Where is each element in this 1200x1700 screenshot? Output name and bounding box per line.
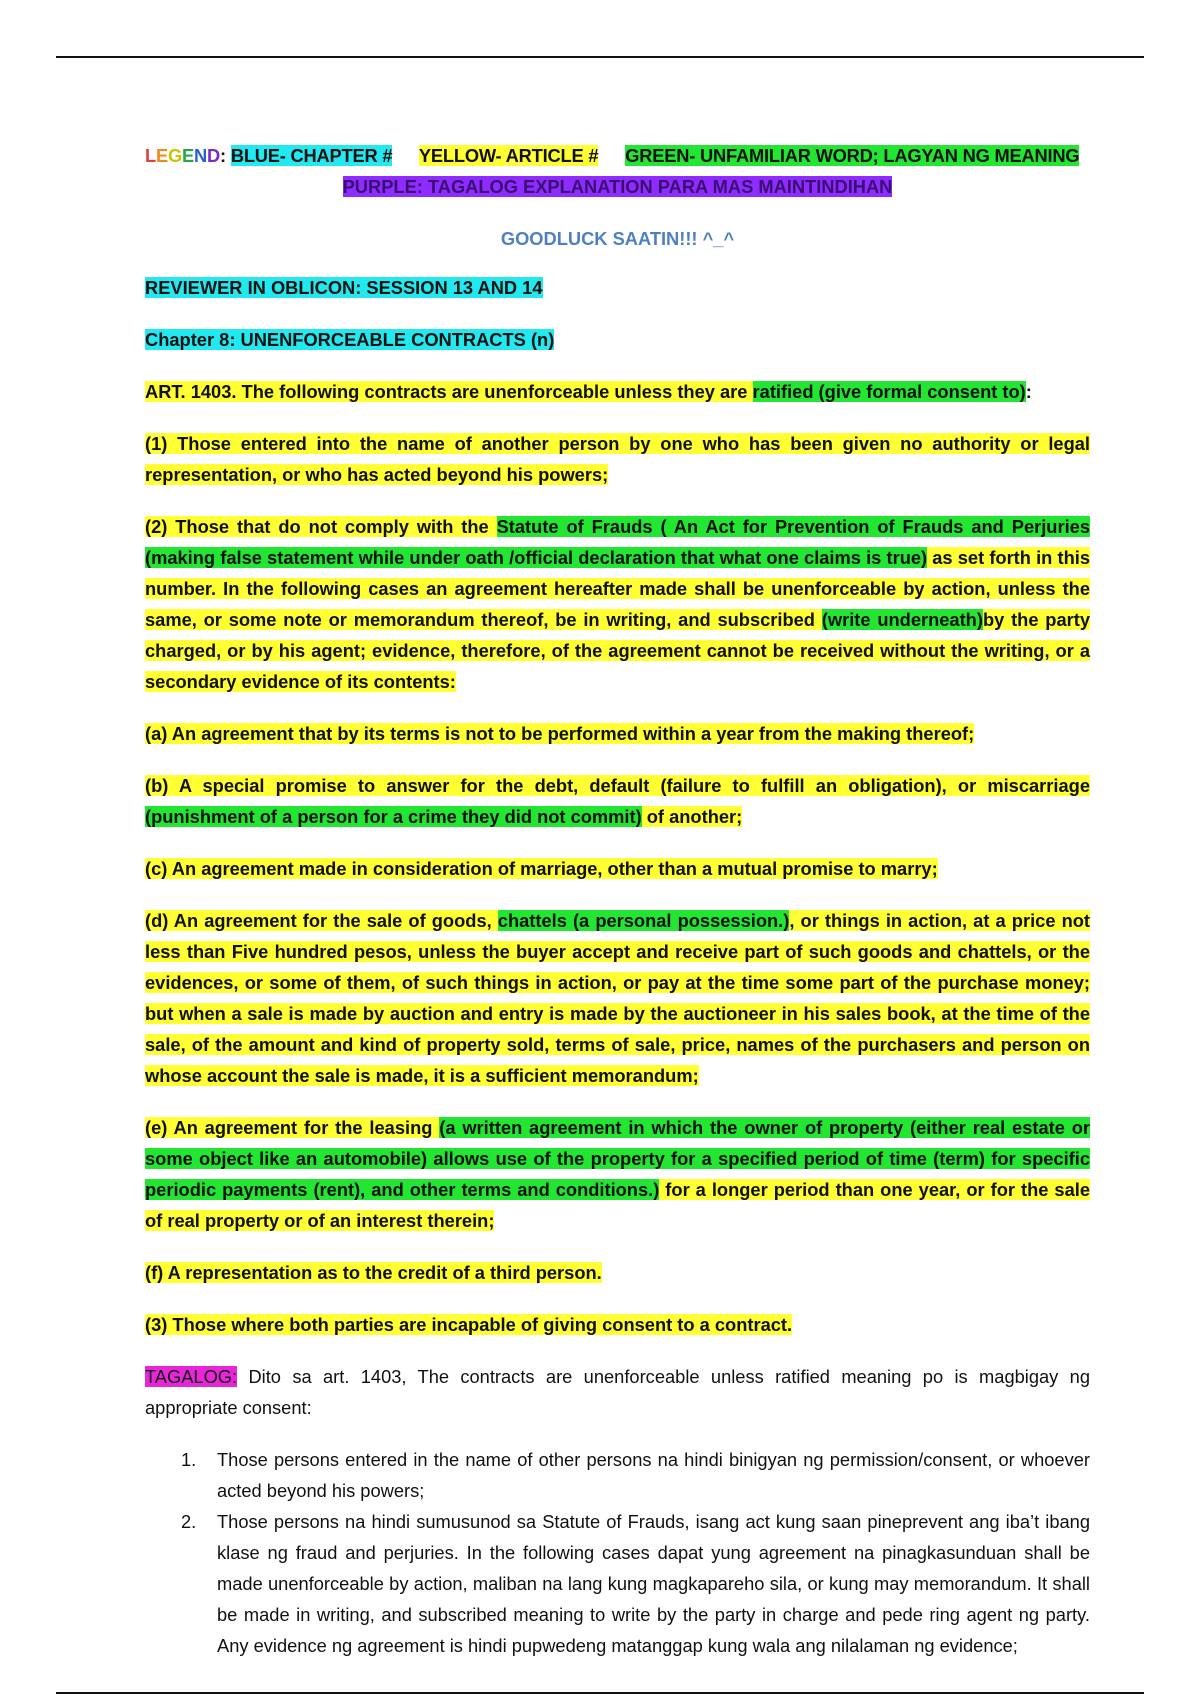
top-rule [56,56,1144,58]
chapter-title: Chapter 8: UNENFORCEABLE CONTRACTS (n) [145,329,555,350]
bottom-rule [56,1692,1144,1694]
art-text: by the party charged, or by his agent; evidence, therefore, of the agreement cannot be received without the writing, or a secondary evidence of its contents: [145,609,1090,692]
art1403-item3 [145,1309,1090,1340]
legend-letter: E [155,145,168,166]
art-text: (2) Those that do not comply with the [145,516,497,537]
list-number: 1. [181,1449,197,1470]
tagalog-text: Dito sa art. 1403, The contracts are unenforceable unless ratified meaning po is magbigay ng appropriate consent: [145,1366,1090,1418]
document-page [145,140,1090,1661]
legend-line [145,140,1090,171]
art1403-intro [145,376,1090,407]
legend-purple: PURPLE: TAGALOG EXPLANATION PARA MAS MAINTINDIHAN [342,176,893,197]
legend-blue: BLUE- CHAPTER # [230,145,393,166]
art-definition: (punishment of a person for a crime they did not commit) [145,806,642,827]
legend-colon: : [220,145,226,166]
art-text: (c) An agreement made in consideration of marriage, other than a mutual promise to marry; [145,858,938,879]
art-text: for a longer period than one year, or for the sale of real property or of an interest therein; [145,1179,1090,1231]
art1403-sub-e [145,1112,1090,1236]
legend-letter: G [167,145,182,166]
goodluck-text: GOODLUCK SAATIN!!! ^_^ [500,228,735,249]
art-text: (1) Those entered into the name of another person by one who has been given no authority or legal representation, or who has acted beyond his powers; [145,433,1090,485]
art-text: (a) An agreement that by its terms is not to be performed within a year from the making thereof; [145,723,975,744]
art-definition: ratified (give formal consent to) [752,381,1026,402]
list-number: 2. [181,1511,197,1532]
tagalog-list [145,1444,1090,1661]
tagalog-explanation [145,1361,1090,1423]
legend-letter: E [182,145,194,166]
art-text: : [1025,381,1032,402]
legend-label [145,145,226,166]
art1403-sub-d [145,905,1090,1091]
art1403-item2 [145,511,1090,697]
art-text: (f) A representation as to the credit of a third person. [145,1262,602,1283]
chapter-title-line [145,324,1090,355]
legend-letter: N [194,145,208,166]
art1403-sub-b [145,770,1090,832]
legend-letter: L [145,145,156,166]
legend-green: GREEN- UNFAMILIAR WORD; LAGYAN NG MEANING [625,145,1080,166]
list-text: Those persons entered in the name of other persons na hindi binigyan ng permission/consent, or whoever acted beyond his powers; [217,1449,1090,1501]
tagalog-label: TAGALOG: [145,1366,238,1387]
legend-letter: D [207,145,221,166]
art1403-sub-c [145,853,1090,884]
reviewer-title-line [145,272,1090,303]
art1403-item1 [145,428,1090,490]
art-text: as set forth in this number. In the following cases an agreement hereafter made shall be unenforceable by action, unless the same, or some note or memorandum thereof, be in writing, and subscribed [145,547,1090,630]
art-text: (d) An agreement for the sale of goods, [145,910,498,931]
art-text: (b) A special promise to answer for the debt, default (failure to fulfill an obligation), or miscarriage [145,775,1090,796]
reviewer-title: REVIEWER IN OBLICON: SESSION 13 AND 14 [145,277,543,298]
list-text: Those persons na hindi sumusunod sa Statute of Frauds, isang act kung saan pineprevent ang iba’t ibang klase ng fraud and perjuries. In the following cases dapat yung agreement na pinagkasunduan shall be made unenforceable by action, maliban na lang kung magkapareho sila, or kung may memorandum. It shall be made in writing, and subscribed meaning to write by the party in charge and pede ring agent ng party. Any evidence ng agreement is hindi pupwedeng matanggap kung wala ang nilalaman ng evidence; [217,1511,1090,1656]
art1403-sub-a [145,718,1090,749]
art-text: of another; [641,806,743,827]
art-definition: chattels (a personal possession.) [497,910,790,931]
legend-purple-line [145,171,1090,202]
art-definition: Statute of Frauds ( An Act for Prevention of Frauds and Perjuries (making false statement while under oath /official declaration that what one claims is true) [145,516,1090,568]
art-definition: (a written agreement in which the owner of property (either real estate or some object like an automobile) allows use of the property for a specified period of time (term) for specific periodic payments (rent), and other terms and conditions.) [145,1117,1090,1200]
art-definition: (write underneath) [821,609,983,630]
art1403-sub-f [145,1257,1090,1288]
art-text: ART. 1403. The following contracts are unenforceable unless they are [145,381,753,402]
list-item [181,1506,1090,1661]
list-item [181,1444,1090,1506]
art-text: (e) An agreement for the leasing [145,1117,440,1138]
art-text: (3) Those where both parties are incapable of giving consent to a contract. [145,1314,793,1335]
art-text: , or things in action, at a price not less than Five hundred pesos, unless the buyer accept and receive part of such goods and chattels, or the evidences, or some of them, of such things in action, or pay at the time some part of the purchase money; but when a sale is made by auction and entry is made by the auctioneer in his sales book, at the time of the sale, of the amount and kind of property sold, terms of sale, price, names of the purchasers and person on whose account the sale is made, it is a sufficient memorandum; [145,910,1090,1086]
legend-yellow: YELLOW- ARTICLE # [418,145,599,166]
